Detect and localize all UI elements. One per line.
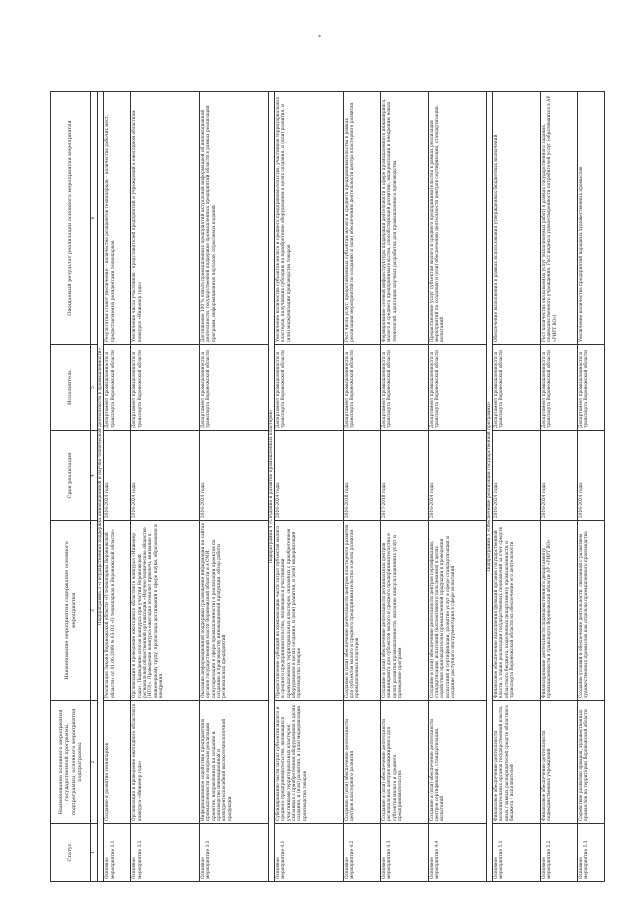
column-number: 6 [91, 92, 98, 345]
cell-status: Основное мероприятие 3.1 [104, 824, 131, 882]
cell-executor: Департамент промышленности и транспорта Воронежской области [540, 345, 577, 431]
cell-name: Создание и развитие технопарков [104, 701, 131, 824]
cell-result: Рост количества оказываемых услуг (выполняемых работ) в рамках государственного задания, подведомственного учреждения. Рост индекса удовлетворенности потребителей услуг (обратившихся в АУ «РИРТ ВО») [540, 92, 577, 345]
header-deadline: Срок реализации [51, 431, 91, 521]
cell-deadline: 2016-2024 годы [493, 431, 541, 521]
table-row [131, 92, 200, 882]
cell-status: Основное мероприятие 3.2 [131, 824, 200, 882]
table-row [104, 92, 131, 882]
page-mark: * [318, 34, 321, 41]
column-number: 5 [91, 345, 98, 431]
cell-content: Финансирование деятельности подведомственного департаменту промышленности и транспорта Воронежской области АУ «РИРТ ВО» [540, 521, 577, 701]
cell-deadline: 2016-2024 годы [104, 431, 131, 521]
cell-result: Увеличение количества субъектов малого и среднего предпринимательства, участников территориальных кластеров, получивших субсидию на приобретение оборудования в целях создания, и (или) развития, и (или) модернизации производства товаров [274, 92, 343, 345]
cell-status: Основное мероприятие 4.2 [343, 824, 380, 882]
cell-deadline: 2017-2018 годы [380, 431, 428, 521]
cell-status: Основное мероприятие 5.3 [578, 824, 605, 882]
table-row [540, 92, 577, 882]
cell-name: Финансовое обеспечение деятельности исполнительных органов государственной власти, иных главных распорядителей средств областного бюджета - исполнителей [493, 701, 541, 824]
column-number: 4 [91, 431, 98, 521]
header-status: Статус [51, 824, 91, 882]
table-row [428, 92, 486, 882]
cell-result: Результатом станет увеличение: - количества резидентов технопарков; - количества рабочих мест, предоставляемых резидентами технопарков [104, 92, 131, 345]
cell-status: Основное мероприятие 4.3 [380, 824, 428, 882]
cell-content: Оказание информационной поддержки (размещение информации на сайтах органов государственной власти Воронежской области и в СМИ, популяризации в сфере промышленности) о реализации проектов по созданию и производству инновационной продукции, обзор работы региональных предприятий [199, 521, 268, 701]
cell-content: Создание и (или) обеспечение деятельности региональных центров инжиниринга для субъектов малого и среднего предпринимательства в целях развития промышленности, оказание консультационных услуг и проведение программ [380, 521, 428, 701]
cell-result: Предоставление услуг субъектам малого и среднего предпринимательства в рамках реализации мероприятий по созданию и (или) обеспечению деятельности центров сертификации, стандартизации, испытаний [428, 92, 486, 345]
column-number: 2 [91, 701, 98, 824]
cell-executor: Департамент промышленности и транспорта Воронежской области [380, 345, 428, 431]
cell-executor: Департамент промышленности и транспорта Воронежской области [578, 345, 605, 431]
cell-deadline: 2016-2024 годы [131, 431, 200, 521]
cell-result: Рост числа услуг, предоставленных субъектам малого и среднего предпринимательства в рамках реализации мероприятий по созданию и (или) обеспечению деятельности центра кластерного развития [343, 92, 380, 345]
cell-executor: Департамент промышленности и транспорта Воронежской области [274, 345, 343, 431]
cell-name: Организация и проведение ежегодного областного конкурса «Инженер года» [131, 701, 200, 824]
cell-name: Создание и (или) обеспечение деятельности региональных центров инжиниринга для субъектов малого и среднего предпринимательства [380, 701, 428, 824]
cell-name: Финансовое обеспечение деятельности подведомственных учреждений [540, 701, 577, 824]
cell-deadline: 2016-2024 годы [274, 431, 343, 521]
subprogram-title: Подпрограмма 5 «Обеспечение реализации государственной программы» [486, 92, 492, 882]
cell-status: Основное мероприятие 4.4 [428, 824, 486, 882]
cell-content: Финансовое обеспечение выполнения функций органов государственной власти, а также реализации государственных полномочий за счет средств областного бюджета, выделенных департаменту промышленности и транспорта Воронежской области на обеспечение его деятельности [493, 521, 541, 701]
table-row [343, 92, 380, 882]
cell-name: Субсидирование части затрат субъектов малого и среднего предпринимательства, являющихся участниками территориальных кластеров, связанных с приобретением оборудования в целях создания, и (или) развития, и (или) модернизации производства товаров [274, 701, 343, 824]
cell-executor: Департамент промышленности и транспорта Воронежской области [428, 345, 486, 431]
cell-executor: Департамент промышленности и транспорта Воронежской области [131, 345, 200, 431]
cell-content: Создание условий и обеспечение деятельности, связанной с развитием художественных промыслов как отдельно промышленного производства [578, 521, 605, 701]
cell-executor: Департамент промышленности и транспорта Воронежской области [199, 345, 268, 431]
cell-content: Организация и проведение ежегодного областного конкурса «Инженер года». Подведение итогов конкурса при участии Воронежской региональной общественной организации «Научно-техническое общество (НТО)». Проведение конкурса ежегодно позволит привлечь внимание к инженерному труду, пропаганда достижений в сфере науки, образования и внедрения [131, 521, 200, 701]
cell-content: Предоставление субсидий на компенсацию части затрат субъектов малого и среднего предпринимательства, являющихся участниками промышленных территориальных кластеров, связанных с приобретением оборудования в целях создания, и (или) развития, и (или) модернизации производства товаров [274, 521, 343, 701]
header-executor: Исполнитель [51, 345, 91, 431]
cell-result: Обеспечение выполнения в рамках использования утвержденных бюджетных назначений [493, 92, 541, 345]
program-table [50, 91, 605, 882]
cell-deadline: 2016-2018 годы [343, 431, 380, 521]
subprogram-title: Подпрограмма 3 «Государственная поддержка инновационной и научно-технической деятельности в промышленности» [98, 92, 104, 882]
cell-deadline: 2016-2024 годы [578, 431, 605, 521]
cell-executor: Департамент промышленности и транспорта Воронежской области [343, 345, 380, 431]
table-row [380, 92, 428, 882]
cell-status: Основное мероприятие 3.3 [199, 824, 268, 882]
cell-deadline: 2016-2024 годы [540, 431, 577, 521]
cell-executor: Департамент промышленности и транспорта Воронежской области [104, 345, 131, 431]
table-row [578, 92, 605, 882]
column-number-row [91, 92, 98, 882]
subprogram-title: Подпрограмма 4 «Создание и развитие промышленных кластеров» [268, 92, 274, 882]
cell-content: Создание и (или) обеспечение деятельности центров кластерного развития для субъектов малого и среднего предпринимательства в целях развития промышленных кластеров [343, 521, 380, 701]
header-result: Ожидаемый результат реализации основного мероприятия мероприятия [51, 92, 91, 345]
cell-status: Основное мероприятие 4.1 [274, 824, 343, 882]
cell-name: Создание и (или) обеспечение деятельности центров сертификации, стандартизации, испытаний [428, 701, 486, 824]
rotated-table-container [50, 92, 605, 882]
cell-status: Основное мероприятие 5.2 [540, 824, 577, 882]
cell-deadline: 2016-2024 годы [428, 431, 486, 521]
table-row [199, 92, 268, 882]
header-program-name: Наименование основного мероприятия государственной программы, подпрограммы, основного мероприятия подпрограммы [51, 701, 91, 824]
cell-name: Создание и (или) обеспечение деятельности центров кластерного развития [343, 701, 380, 824]
cell-executor: Департамент промышленности и транспорта Воронежской области [493, 345, 541, 431]
cell-deadline: 2016-2024 годы [199, 431, 268, 521]
column-number: 3 [91, 521, 98, 701]
cell-content: Создание и (или) обеспечение деятельности центров сертификации, стандартизации, испытаний (коллективного пользования) в целях содействия производителям промышленной продукции в проведении испытаний и сертификации, развитие услуг в сфере стандартизации и создание доступного инструментария в сфере испытаний [428, 521, 486, 701]
table-row [274, 92, 343, 882]
cell-result: Достижение 100 % охвата промышленных предприятий актуальной информацией об инновационной деятельности, государственной поддержке промышленных предприятий области в рамках реализации программ, информационных порталов, отраслевых изданий [199, 92, 268, 345]
cell-result: Увеличение количества предприятий народных художественных промыслов [578, 92, 605, 345]
cell-result: Увеличение числа участников - представителей предприятий и учреждений в ежегодном областном конкурсе «Инженер года» [131, 92, 200, 345]
cell-status: Основное мероприятие 5.1 [493, 824, 541, 882]
table-row [493, 92, 541, 882]
header-event-content: Наименование мероприятия содержание основного мероприятия [51, 521, 91, 701]
column-number: 1 [91, 824, 98, 882]
cell-content: Реализация Закона Воронежской области «О технопарках Воронежской области» от 01.06.2009 № 63-ОЗ «О технопарках в Воронежской области» [104, 521, 131, 701]
cell-result: Формирование сетевой инфраструктуры поддержки деятельности в сфере промышленного инжиниринга, малого и среднего предпринимательства, способствующей развитию, модернизации и внедрению новых технологий, адаптации научных разработок для промышленного производства [380, 92, 428, 345]
cell-name: Информационное содействие предприятиям промышленности по вопросам реализации проектов, направленных на создание и производство инновационной и конкурентоспособной высокотехнологичной продукции [199, 701, 268, 824]
cell-name: Содействие развитию ярмарок, художественных промыслов на территории Воронежской области [578, 701, 605, 824]
